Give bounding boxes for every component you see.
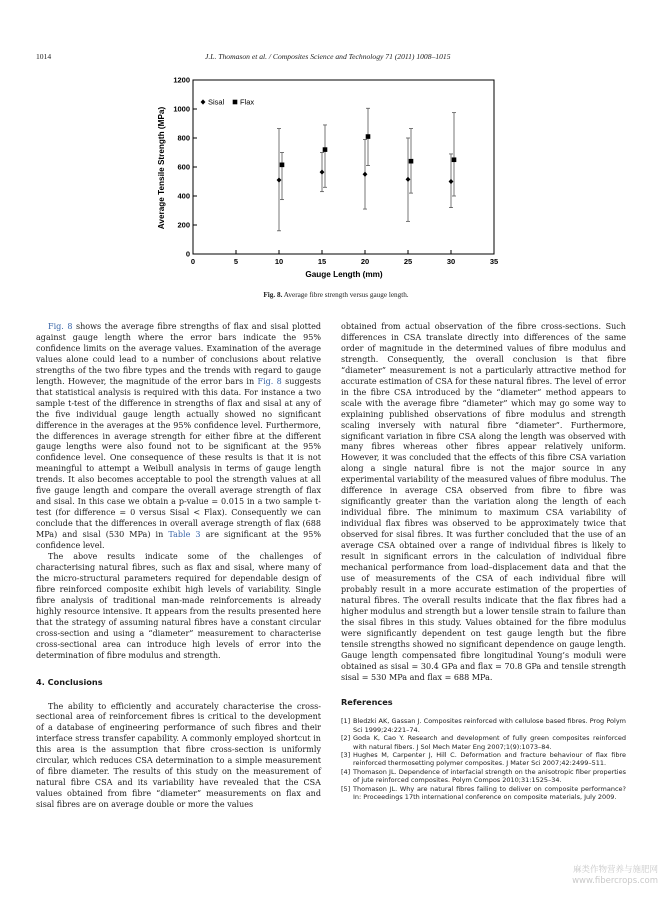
x-axis-label: Gauge Length (mm) [305, 270, 383, 279]
legend-label: Sisal [208, 97, 225, 107]
fig-8-link-2[interactable]: Fig. 8 [257, 376, 282, 386]
x-tick-label: 30 [446, 257, 456, 266]
sisal-point [363, 172, 368, 177]
legend-flax-marker [233, 100, 238, 105]
sisal-point [406, 177, 411, 182]
watermark-line-2: www.fibercrops.com [572, 876, 658, 886]
fibre-strength-chart [150, 72, 510, 284]
x-tick-label: 25 [403, 257, 413, 266]
x-tick-label: 35 [489, 257, 499, 266]
fig-8-link[interactable]: Fig. 8 [48, 322, 73, 331]
reference-number: [5] [341, 785, 351, 794]
flax-point [280, 163, 285, 168]
running-header: J.L. Thomason et al. / Composites Science and Technology 71 (2011) 1008–1015 [205, 52, 451, 61]
x-tick-label: 0 [190, 257, 196, 266]
reference-number: [3] [341, 751, 351, 760]
y-tick-label: 600 [177, 162, 190, 172]
reference-item [341, 751, 626, 767]
paragraph-text: shows the average fibre strengths of flax and sisal plotted against gauge length where the error bars indicate the 95% confidence limits on the average values. Examination of the average values alone could lead to a number of conclusions about relative strengths of the two fibre types and the trends with regard to gauge length. However, the magnitude of the error bars in [36, 322, 321, 386]
sisal-point [449, 179, 454, 184]
paragraph-results [36, 322, 321, 552]
reference-number: [1] [341, 717, 351, 726]
references-heading: References [341, 697, 393, 708]
section-heading-conclusions: 4. Conclusions [36, 676, 103, 687]
reference-text: Thomason JL. Dependence of interfacial strength on the anisotropic fiber properties of jute reinforced composites. Polym Compos 2010;31:1525–34. [353, 768, 626, 785]
y-tick-label: 1200 [173, 75, 190, 85]
y-tick-label: 400 [177, 191, 190, 201]
right-column [341, 322, 626, 802]
y-tick-label: 200 [177, 220, 190, 230]
reference-item [341, 768, 626, 784]
reference-number: [2] [341, 734, 351, 743]
figure-caption-text: Average fibre strength versus gauge length. [283, 291, 409, 299]
chart-legend [201, 98, 255, 107]
reference-text: Thomason JL. Why are natural fibres failing to deliver on composite performance? In: Proceedings 17th international conference on composite materials, July 2009. [353, 785, 626, 802]
sisal-point [320, 169, 325, 174]
paragraph-conclusions-continued: obtained from actual observation of the fibre cross-sections. Such differences in CSA translate directly into differences of the same order of magnitude in the determined values of fibre modulus and strength. Consequently, the overall conclusion is that fibre “diameter” measurement is not a particularly attractive method for accurate estimation of CSA for these natural fibres. The level of error in the fibre CSA introduced by the “diameter” method appears to scale with the average fibre “diameter” which may go some way to explaining published observations of fibre modulus and strength scaling inversely with natural fibre “diameter”. Furthermore, significant variation in fibre CSA along the length was observed with many fibres whereas other fibres appear relatively uniform. However, it was concluded that the effects of this fibre CSA variation along a single natural fibre is not the major source in any experimental variability of the measured values of fibre modulus. The difference in average CSA observed from fibre to fibre was significantly greater than the variation along the length of each individual fibre. The minimum to maximum CSA variability of individual flax fibres was observed to be approximately twice that observed for sisal fibres. It was further concluded that the use of an average CSA obtained over a range of individual fibres is likely to result in significant errors in the calculation of individual fibre mechanical performance from load–displacement data and that the use of measurements of the CSA of each individual fibre will probably result in a more accurate estimation of the properties of natural fibres. The overall results indicate that the flax fibres had a higher modulus and strength but a lower tensile strain to failure than the sisal fibres in this study. Values obtained for the fibre modulus were significantly dependent on test gauge length but the fibre tensile strengths showed no significant dependence on gauge length. Gauge length compensated fibre longitudinal Young’s moduli were obtained as sisal = 30.4 GPa and flax = 70.8 GPa and tensile strength sisal = 530 MPa and flax = 688 MPa. [341, 322, 626, 682]
reference-text: Hughes M, Carpenter J, Hill C. Deformation and fracture behaviour of flax fibre reinforced thermosetting polymer composites. J Mater Sci 2007;42:2499–511. [353, 751, 626, 768]
flax-point [366, 134, 371, 139]
flax-point [409, 159, 414, 164]
plot-frame [193, 80, 494, 254]
paragraph-challenges: The above results indicate some of the challenges of characterising natural fibres, such as flax and sisal, where many of the micro-structural parameters required for dependable design of fibre reinforced composite exhibit high levels of variability. Single fibre analysis of traditional man-made reinforcements is already highly resource intensive. It appears from the results presented here that the strategy of assuming natural fibres have a constant circular cross-section and using a “diameter” measurement to characterise cross-sectional area can introduce high levels of error into the determination of fibre modulus and strength. [36, 552, 321, 660]
flax-point [452, 157, 457, 162]
x-tick-label: 5 [233, 257, 239, 266]
reference-list [341, 717, 626, 801]
x-tick-label: 10 [274, 257, 284, 266]
paragraph-text: suggests that statistical analysis is required with this data. For instance a two sample t-test of the difference in strengths of flax and sisal at any of the five individual gauge length actually showed no significant difference in the averages at the 95% confidence level. Furthermore, the differences in average strength for either fibre at the different gauge lengths were also found not to be significant at the 95% confidence level. One consequence of these results is that it is not meaningful to attempt a Weibull analysis in terms of gauge length trends. It also becomes acceptable to pool the strength values at all five gauge length and compare the overall average strength of flax and sisal. In this case we obtain a p-value = 0.015 in a two sample t-test (for difference = 0 versus Sisal < Flax). Consequently we can conclude that the differences in overall average strength of flax (688 MPa) and sisal (530 MPa) in [36, 376, 321, 540]
chart-axes [193, 80, 494, 254]
watermark-line-1: 麻类作物营养与施肥网 [572, 865, 658, 875]
x-tick-label: 15 [317, 257, 327, 266]
chart-series [277, 108, 457, 231]
y-tick-label: 800 [177, 133, 190, 143]
figure-label: Fig. 8. [263, 291, 283, 299]
reference-item [341, 785, 626, 801]
legend-sisal-marker [201, 99, 206, 104]
reference-text: Goda K, Cao Y. Research and development of fully green composites reinforced with natural fibers. J Sol Mech Mater Eng 2007;1(9):1073–84. [353, 734, 626, 751]
reference-item [341, 734, 626, 750]
reference-number: [4] [341, 768, 351, 777]
paragraph-conclusions: The ability to efficiently and accurately characterise the cross-sectional area of reinforcement fibres is critical to the development of a database of engineering performance of such fibres and their interface stress transfer capability. A commonly employed shortcut in this area is the assumption that fibre cross-section is uniformly circular, which reduces CSA determination to a simple measurement of fibre diameter. The results of this study on the measurement of natural fibre CSA and its variability have revealed that the CSA values obtained from fibre “diameter” measurements on flax and sisal fibres are on average double or more the values [36, 701, 321, 810]
y-tick-label: 0 [185, 249, 190, 259]
figure-caption [0, 291, 672, 299]
paragraph-text: are significant at the 95% confidence level. [36, 530, 321, 551]
y-tick-label: 1000 [173, 104, 190, 114]
page-number: 1014 [36, 52, 52, 61]
flax-point [323, 147, 328, 152]
left-column [36, 322, 321, 811]
x-tick-label: 20 [360, 257, 370, 266]
reference-item [341, 717, 626, 733]
reference-text: Bledzki AK, Gassan J. Composites reinforced with cellulose based fibres. Prog Polym Sci 1999;24:221–74. [353, 717, 626, 734]
legend-label: Flax [240, 97, 255, 107]
watermark [572, 865, 658, 887]
table-3-link[interactable]: Table 3 [168, 530, 201, 540]
y-axis-label: Average Tensile Strength (MPa) [157, 106, 166, 230]
sisal-point [277, 177, 282, 182]
